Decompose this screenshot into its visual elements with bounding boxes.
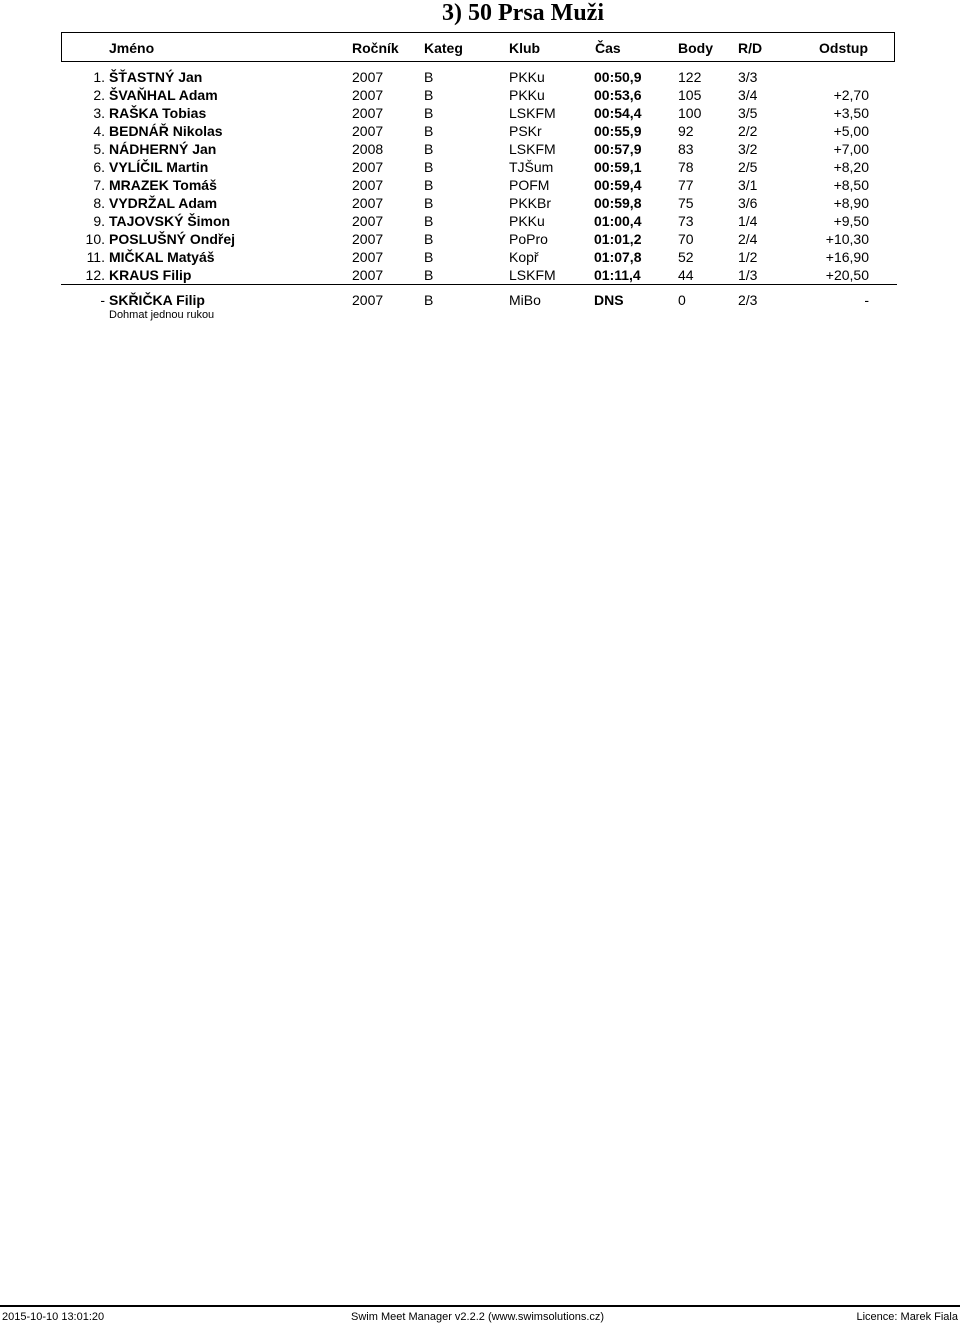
result-category: B [424,105,434,121]
result-points: 92 [678,123,694,139]
dns-note: Dohmat jednou rukou [109,309,215,321]
table-row [0,230,960,248]
result-year: 2007 [352,267,384,283]
result-name: RAŠKA Tobias [109,105,207,121]
result-rd: 2/2 [738,123,758,139]
result-points: 52 [678,249,694,265]
dns-points: 0 [678,292,686,308]
result-club: POFM [509,177,550,193]
result-club: PKKu [509,213,545,229]
dns-status: DNS [594,292,624,308]
result-time: 00:57,9 [594,141,642,157]
result-year: 2007 [352,87,384,103]
result-rank: 4. [93,123,105,139]
result-category: B [424,195,434,211]
result-year: 2007 [352,177,384,193]
table-row [0,140,960,158]
result-rd: 1/3 [738,267,758,283]
result-year: 2007 [352,69,384,85]
footer-timestamp: 2015-10-10 13:01:20 [2,1311,105,1323]
result-gap: +8,90 [833,195,869,211]
table-row [0,158,960,176]
footer-software: Swim Meet Manager v2.2.2 (www.swimsolutions.cz) [351,1311,605,1323]
result-name: TAJOVSKÝ Šimon [109,213,231,229]
result-category: B [424,231,434,247]
result-rank: 7. [93,177,105,193]
result-points: 105 [678,87,702,103]
result-year: 2007 [352,195,384,211]
result-rd: 3/6 [738,195,758,211]
result-club: PSKr [509,123,542,139]
result-rank: 3. [93,105,105,121]
result-gap: +2,70 [833,87,869,103]
result-rd: 3/1 [738,177,758,193]
result-gap: +10,30 [825,231,869,247]
dns-row [0,291,960,309]
result-year: 2008 [352,141,384,157]
result-points: 75 [678,195,694,211]
result-gap: +8,20 [833,159,869,175]
table-row [0,104,960,122]
dns-name: SKŘIČKA Filip [109,292,205,308]
footer-licence: Licence: Marek Fiala [856,1311,958,1323]
result-rank: 9. [93,213,105,229]
result-time: 00:53,6 [594,87,642,103]
result-category: B [424,177,434,193]
result-year: 2007 [352,213,384,229]
result-rank: 5. [93,141,105,157]
result-points: 44 [678,267,694,283]
result-gap: +5,00 [833,123,869,139]
result-category: B [424,69,434,85]
result-category: B [424,87,434,103]
result-club: LSKFM [509,267,556,283]
result-rd: 2/4 [738,231,758,247]
result-time: 01:01,2 [594,231,642,247]
result-name: NÁDHERNÝ Jan [109,141,217,157]
result-club: PKKu [509,69,545,85]
table-row [0,194,960,212]
result-time: 00:55,9 [594,123,642,139]
result-gap: +16,90 [825,249,869,265]
result-club: LSKFM [509,105,556,121]
result-rd: 1/4 [738,213,758,229]
result-name: MRAZEK Tomáš [109,177,217,193]
result-rank: 6. [93,159,105,175]
result-rd: 3/4 [738,87,758,103]
result-rd: 3/3 [738,69,758,85]
result-gap: +20,50 [825,267,869,283]
column-header-row [61,32,895,62]
dns-club: MiBo [509,292,541,308]
dns-category: B [424,292,434,308]
result-points: 100 [678,105,702,121]
result-points: 122 [678,69,702,85]
result-category: B [424,159,434,175]
column-header-time: Čas [595,40,621,56]
result-gap: +9,50 [833,213,869,229]
result-rd: 2/5 [738,159,758,175]
result-rank: 10. [85,231,105,247]
result-name: ŠVAŇHAL Adam [109,87,218,103]
result-club: Kopř [509,249,539,265]
result-name: BEDNÁŘ Nikolas [109,123,223,139]
dns-year: 2007 [352,292,384,308]
result-time: 01:00,4 [594,213,642,229]
dns-gap: - [864,292,869,308]
result-name: ŠŤASTNÝ Jan [109,69,203,85]
result-points: 73 [678,213,694,229]
column-header-points: Body [678,40,713,56]
result-club: LSKFM [509,141,556,157]
result-rd: 3/5 [738,105,758,121]
dns-rd: 2/3 [738,292,758,308]
table-divider [61,284,897,285]
result-time: 00:59,4 [594,177,642,193]
result-time: 00:54,4 [594,105,642,121]
footer-divider [0,1305,960,1307]
result-club: PKKu [509,87,545,103]
result-gap: +8,50 [833,177,869,193]
result-category: B [424,249,434,265]
result-rank: 8. [93,195,105,211]
column-header-name: Jméno [109,40,155,56]
table-row [0,176,960,194]
table-row [0,122,960,140]
result-points: 77 [678,177,694,193]
result-club: PoPro [509,231,548,247]
result-category: B [424,141,434,157]
result-gap: +7,00 [833,141,869,157]
result-rank: 12. [85,267,105,283]
result-category: B [424,123,434,139]
column-header-rd: R/D [738,40,763,56]
result-rank: 2. [93,87,105,103]
result-category: B [424,267,434,283]
table-row [0,212,960,230]
column-header-year: Ročník [352,40,399,56]
result-name: KRAUS Filip [109,267,192,283]
table-row [0,86,960,104]
result-year: 2007 [352,231,384,247]
result-year: 2007 [352,123,384,139]
result-points: 78 [678,159,694,175]
result-time: 00:59,1 [594,159,642,175]
column-header-category: Kateg [424,40,463,56]
result-rank: 1. [93,69,105,85]
column-header-gap: Odstup [819,40,868,56]
result-category: B [424,213,434,229]
result-rank: 11. [86,249,105,265]
result-year: 2007 [352,249,384,265]
result-gap: +3,50 [833,105,869,121]
result-club: PKKBr [509,195,552,211]
table-row [0,266,960,284]
result-rd: 1/2 [738,249,758,265]
result-time: 01:11,4 [594,267,641,283]
result-name: POSLUŠNÝ Ondřej [109,231,236,247]
result-name: VYLÍČIL Martin [109,159,209,175]
result-name: MIČKAL Matyáš [109,249,215,265]
dns-rank: - [100,292,105,308]
result-club: TJŠum [509,159,554,175]
result-time: 00:59,8 [594,195,642,211]
column-header-club: Klub [509,40,541,56]
result-points: 70 [678,231,694,247]
result-year: 2007 [352,105,384,121]
result-name: VYDRŽAL Adam [109,195,218,211]
result-year: 2007 [352,159,384,175]
table-row [0,68,960,86]
table-row [0,248,960,266]
result-time: 00:50,9 [594,69,642,85]
result-time: 01:07,8 [594,249,642,265]
page-title: 3) 50 Prsa Muži [442,0,604,26]
result-points: 83 [678,141,694,157]
result-rd: 3/2 [738,141,758,157]
